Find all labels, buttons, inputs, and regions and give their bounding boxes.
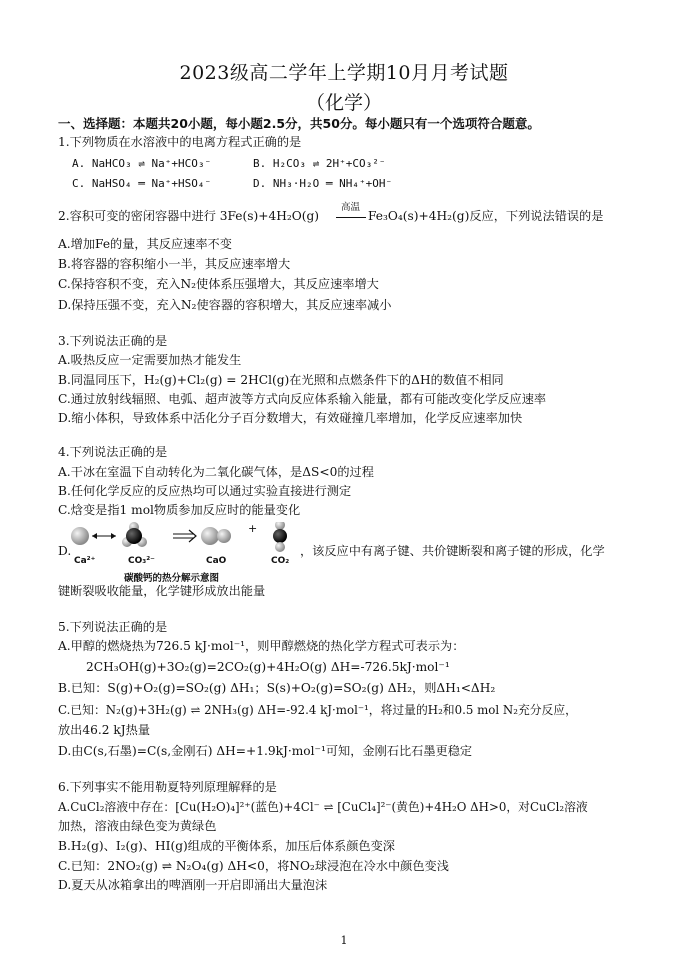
figure-label-co2: CO₂: [271, 556, 290, 566]
q4-option-d-label: D.: [58, 544, 72, 558]
q2-option-c: C.保持容积不变，充入N₂使体系压强增大，其反应速率增大: [58, 277, 379, 291]
q2-equation-bar: [336, 217, 366, 218]
q4-option-d-text: ，该反应中有离子键、共价键断裂和离子键的形成，化学: [300, 544, 605, 558]
q1-option-d: D. NH₃·H₂O ═ NH₄⁺+OH⁻: [253, 177, 393, 190]
q5-option-a-equation: 2CH₃OH(g)+3O₂(g)=2CO₂(g)+4H₂O(g) ΔH=-726.5kJ·mol⁻¹: [86, 660, 450, 674]
q3-option-d: D.缩小体积，导致体系中活化分子百分数增大，有效碰撞几率增加，化学反应速率加快: [58, 411, 523, 425]
q6-option-d: D.夏天从冰箱拿出的啤酒刚一开启即涌出大量泡沫: [58, 878, 328, 892]
q2-option-b: B.将容器的容积缩小一半，其反应速率增大: [58, 257, 291, 271]
q6-option-b: B.H₂(g)、I₂(g)、HI(g)组成的平衡体系，加压后体系颜色变深: [58, 839, 395, 853]
figure-label-co3: CO₃²⁻: [128, 556, 155, 566]
page-number: 1: [340, 934, 348, 947]
q3-option-c: C.通过放射线辐照、电弧、超声波等方式向反应体系输入能量，都有可能改变化学反应速率: [58, 392, 547, 406]
q6-option-a-cont: 加热，溶液由绿色变为黄绿色: [58, 819, 217, 833]
q4-option-c: C.焓变是指1 mol物质参加反应时的能量变化: [58, 503, 301, 517]
section-heading: 一、选择题：本题共20小题，每小题2.5分，共50分。每小题只有一个选项符合题意。: [58, 116, 540, 131]
q5-stem: 5.下列说法正确的是: [58, 620, 168, 634]
q3-stem: 3.下列说法正确的是: [58, 334, 168, 348]
q6-stem: 6.下列事实不能用勒夏特列原理解释的是: [58, 780, 277, 794]
q4-option-a: A.干冰在室温下自动转化为二氧化碳气体，是ΔS<0的过程: [58, 465, 374, 479]
q1-option-c: C. NaHSO₄ ═ Na⁺+HSO₄⁻: [72, 177, 212, 190]
q3-option-a: A.吸热反应一定需要加热才能发生: [58, 353, 242, 367]
q2-stem-b: Fe₃O₄(s)+4H₂(g)反应，下列说法错误的是: [368, 209, 604, 223]
q5-option-c: C.已知：N₂(g)+3H₂(g) ⇌ 2NH₃(g) ΔH=-92.4 kJ·mol⁻¹，将过量的H₂和0.5 mol N₂充分反应，: [58, 703, 577, 717]
q5-option-c-cont: 放出46.2 kJ热量: [58, 723, 151, 737]
page-title: 2023级高二学年上学期10月月考试题: [179, 62, 509, 84]
cao-ca-atom: [201, 527, 219, 545]
q5-option-d: D.由C(s,石墨)=C(s,金刚石) ΔH=+1.9kJ·mol⁻¹可知，金刚石比石墨更稳定: [58, 744, 473, 758]
figure-label-cao: CaO: [206, 556, 227, 566]
carbonate-atom: [126, 528, 142, 544]
q2-condition: 高温: [341, 202, 361, 213]
co2-carbon-atom: [273, 529, 287, 543]
q2-option-a: A.增加Fe的量，其反应速率不变: [58, 237, 232, 251]
figure-label-ca: Ca²⁺: [74, 556, 96, 566]
q5-option-a: A.甲醇的燃烧热为726.5 kJ·mol⁻¹，则甲醇燃烧的热化学方程式可表示为：: [58, 639, 465, 653]
q1-stem: 1.下列物质在水溶液中的电离方程式正确的是: [58, 135, 302, 149]
q4-option-b: B.任何化学反应的反应热均可以通过实验直接进行测定: [58, 484, 352, 498]
svg-text:+: +: [248, 522, 258, 535]
page-subtitle: （化学）: [305, 92, 382, 114]
figure-caption: 碳酸钙的热分解示意图: [124, 573, 220, 584]
q5-option-b: B.已知：S(g)+O₂(g)=SO₂(g) ΔH₁；S(s)+O₂(g)=SO₂(g) ΔH₂，则ΔH₁<ΔH₂: [58, 681, 496, 695]
ca-ion-atom: [71, 527, 89, 545]
q2-stem-a: 2.容积可变的密闭容器中进行 3Fe(s)+4H₂O(g): [58, 209, 320, 223]
q4-stem: 4.下列说法正确的是: [58, 445, 168, 459]
q6-option-a: A.CuCl₂溶液中存在：[Cu(H₂O)₄]²⁺(蓝色)+4Cl⁻ ⇌ [CuCl₄]²⁻(黄色)+4H₂O ΔH>0，对CuCl₂溶液: [58, 800, 588, 814]
q6-option-c: C.已知：2NO₂(g) ⇌ N₂O₄(g) ΔH<0，将NO₂球浸泡在冷水中颜色变浅: [58, 859, 449, 873]
q2-option-d: D.保持压强不变，充入N₂使容器的容积增大，其反应速率减小: [58, 298, 392, 312]
q3-option-b: B.同温同压下，H₂(g)+Cl₂(g) = 2HCl(g)在光照和点燃条件下的ΔH的数值不相同: [58, 373, 504, 387]
q4-option-d-cont: 键断裂吸收能量，化学键形成放出能量: [58, 584, 266, 598]
q1-option-b: B. H₂CO₃ ⇌ 2H⁺+CO₃²⁻: [253, 157, 386, 170]
q1-option-a: A. NaHCO₃ ⇌ Na⁺+HCO₃⁻: [72, 157, 212, 170]
